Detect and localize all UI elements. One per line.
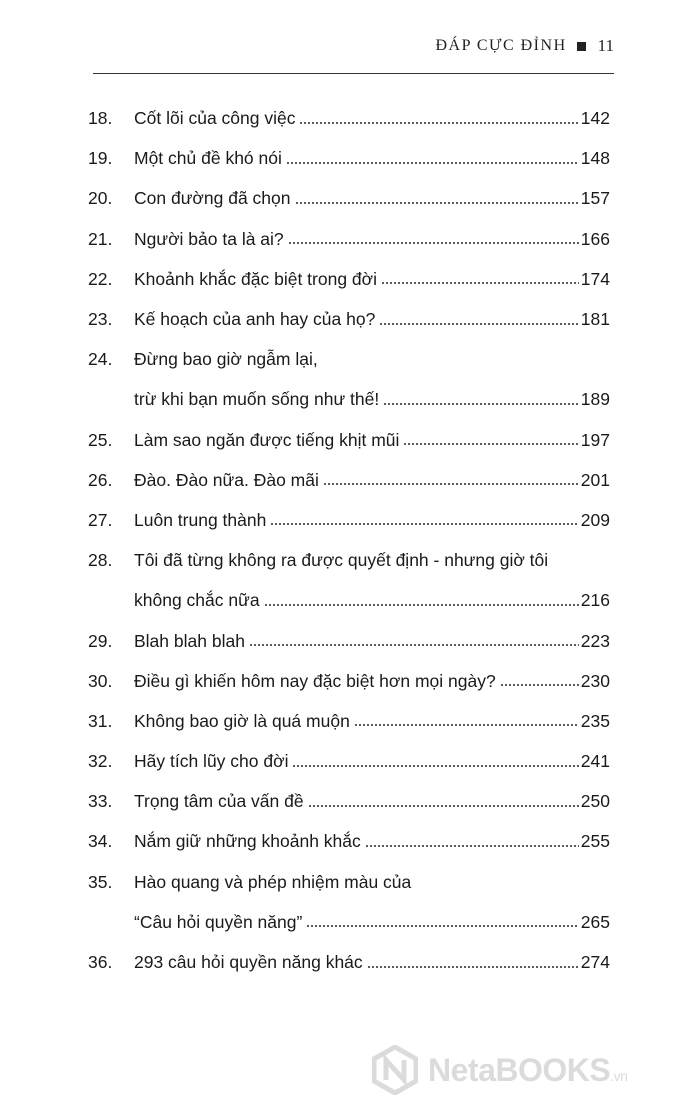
toc-entry-title: 293 câu hỏi quyền năng khác bbox=[134, 952, 363, 973]
netabooks-logo-icon bbox=[372, 1045, 418, 1095]
dot-leader bbox=[270, 523, 578, 525]
toc-entry-number: 18. bbox=[88, 108, 113, 129]
toc-entry-page: 201 bbox=[580, 469, 610, 490]
dot-leader bbox=[295, 202, 579, 204]
toc-entry-number: 23. bbox=[88, 309, 113, 330]
toc-entry-title-line1: Hào quang và phép nhiệm màu của bbox=[134, 871, 412, 892]
running-title: ĐÁP CỰC ĐỈNH bbox=[435, 37, 567, 54]
watermark bbox=[372, 1045, 627, 1095]
toc-entry-page: 216 bbox=[580, 590, 610, 611]
toc-entry-page: 209 bbox=[580, 509, 610, 530]
dot-leader bbox=[381, 282, 579, 284]
watermark-suffix: .vn bbox=[610, 1067, 628, 1084]
toc-entry-title: Khoảnh khắc đặc biệt trong đời bbox=[134, 268, 378, 289]
watermark-brand: NetaBOOKS bbox=[428, 1051, 611, 1088]
toc-entry-number: 26. bbox=[88, 469, 113, 490]
toc-entry-title: “Câu hỏi quyền năng” bbox=[134, 911, 303, 932]
toc-entry-number: 33. bbox=[88, 791, 113, 812]
toc-entry-number: 36. bbox=[88, 952, 113, 973]
toc-entry bbox=[88, 259, 610, 299]
watermark-text bbox=[428, 1052, 627, 1089]
dot-leader bbox=[383, 403, 579, 405]
toc-entry-title: Người bảo ta là ai? bbox=[134, 228, 284, 249]
toc-entry-page: 157 bbox=[580, 188, 610, 209]
toc-entry bbox=[88, 661, 610, 701]
toc-entry-title: Nắm giữ những khoảnh khắc bbox=[134, 831, 361, 852]
dot-leader bbox=[286, 162, 579, 164]
dot-leader bbox=[500, 684, 579, 686]
toc-entry bbox=[88, 420, 610, 460]
toc-entry-first-line bbox=[88, 339, 610, 379]
toc-entry bbox=[88, 620, 610, 660]
toc-entry-first-line bbox=[88, 540, 610, 580]
toc-entry-title: Làm sao ngăn được tiếng khịt mũi bbox=[134, 429, 400, 450]
toc-entry bbox=[88, 781, 610, 821]
toc-entry-number: 29. bbox=[88, 630, 113, 651]
toc-entry bbox=[88, 460, 610, 500]
toc-entry-page: 265 bbox=[580, 911, 610, 932]
dot-leader bbox=[365, 845, 579, 847]
toc-entry-number: 34. bbox=[88, 831, 113, 852]
toc-entry bbox=[88, 902, 610, 942]
toc-entry-title: Trọng tâm của vấn đề bbox=[134, 791, 304, 812]
toc-entry-title: Một chủ đề khó nói bbox=[134, 148, 282, 169]
toc-entry-number: 22. bbox=[88, 268, 113, 289]
toc-entry-page: 189 bbox=[580, 389, 610, 410]
toc-entry-title: Cốt lõi của công việc bbox=[134, 108, 296, 129]
toc-entry-title: Kế hoạch của anh hay của họ? bbox=[134, 309, 376, 330]
dot-leader bbox=[403, 443, 578, 445]
toc-entry-title: Blah blah blah bbox=[134, 630, 245, 651]
toc-entry-number: 27. bbox=[88, 509, 113, 530]
toc-entry-page: 142 bbox=[580, 108, 610, 129]
toc-entry bbox=[88, 741, 610, 781]
toc-entry-title: Con đường đã chọn bbox=[134, 188, 291, 209]
toc-entry bbox=[88, 701, 610, 741]
toc-entry-number: 25. bbox=[88, 429, 113, 450]
dot-leader bbox=[354, 724, 579, 726]
toc-entry-title: trừ khi bạn muốn sống như thế! bbox=[134, 389, 380, 410]
toc-entry-title: Đào. Đào nữa. Đào mãi bbox=[134, 469, 319, 490]
toc-entry-page: 197 bbox=[580, 429, 610, 450]
toc-entry-number: 32. bbox=[88, 751, 113, 772]
toc-entry-number: 28. bbox=[88, 550, 113, 571]
dot-leader bbox=[292, 765, 578, 767]
dot-leader bbox=[306, 925, 578, 927]
toc-entry bbox=[88, 138, 610, 178]
toc-entry-page: 223 bbox=[580, 630, 610, 651]
toc-entry-title: Không bao giờ là quá muộn bbox=[134, 710, 350, 731]
dot-leader bbox=[249, 644, 579, 646]
toc-entry bbox=[88, 219, 610, 259]
toc-entry-page: 255 bbox=[580, 831, 610, 852]
header-rule bbox=[93, 73, 614, 74]
toc-entry bbox=[88, 942, 610, 982]
page-number: 11 bbox=[597, 36, 614, 55]
toc-entry-page: 148 bbox=[580, 148, 610, 169]
table-of-contents bbox=[88, 98, 610, 982]
toc-entry-page: 181 bbox=[580, 309, 610, 330]
toc-entry-number: 24. bbox=[88, 349, 113, 370]
toc-entry-page: 235 bbox=[580, 710, 610, 731]
toc-entry-number: 35. bbox=[88, 871, 113, 892]
toc-entry bbox=[88, 98, 610, 138]
dot-leader bbox=[367, 966, 579, 968]
running-header bbox=[0, 36, 614, 56]
toc-entry bbox=[88, 500, 610, 540]
toc-entry bbox=[88, 178, 610, 218]
dot-leader bbox=[308, 805, 579, 807]
toc-entry-number: 30. bbox=[88, 670, 113, 691]
toc-entry bbox=[88, 821, 610, 861]
toc-entry-title: không chắc nữa bbox=[134, 590, 260, 611]
toc-entry-number: 21. bbox=[88, 228, 113, 249]
toc-entry-title: Điều gì khiến hôm nay đặc biệt hơn mọi ngày? bbox=[134, 670, 496, 691]
toc-entry-page: 250 bbox=[580, 791, 610, 812]
square-bullet-icon bbox=[577, 42, 586, 51]
toc-entry bbox=[88, 299, 610, 339]
dot-leader bbox=[299, 122, 578, 124]
toc-entry-first-line bbox=[88, 862, 610, 902]
dot-leader bbox=[323, 483, 579, 485]
dot-leader bbox=[264, 604, 579, 606]
toc-entry-page: 166 bbox=[580, 228, 610, 249]
toc-entry-number: 31. bbox=[88, 710, 113, 731]
dot-leader bbox=[379, 323, 578, 325]
toc-entry-title: Luôn trung thành bbox=[134, 509, 267, 530]
toc-entry-page: 241 bbox=[580, 751, 610, 772]
toc-entry-page: 274 bbox=[580, 952, 610, 973]
toc-entry-number: 20. bbox=[88, 188, 113, 209]
toc-entry bbox=[88, 379, 610, 419]
toc-entry-page: 230 bbox=[580, 670, 610, 691]
toc-entry bbox=[88, 580, 610, 620]
toc-entry-number: 19. bbox=[88, 148, 113, 169]
toc-entry-page: 174 bbox=[580, 268, 610, 289]
dot-leader bbox=[288, 242, 579, 244]
toc-entry-title-line1: Tôi đã từng không ra được quyết định - nhưng giờ tôi bbox=[134, 550, 549, 571]
toc-entry-title-line1: Đừng bao giờ ngẫm lại, bbox=[134, 349, 318, 370]
toc-entry-title: Hãy tích lũy cho đời bbox=[134, 751, 289, 772]
